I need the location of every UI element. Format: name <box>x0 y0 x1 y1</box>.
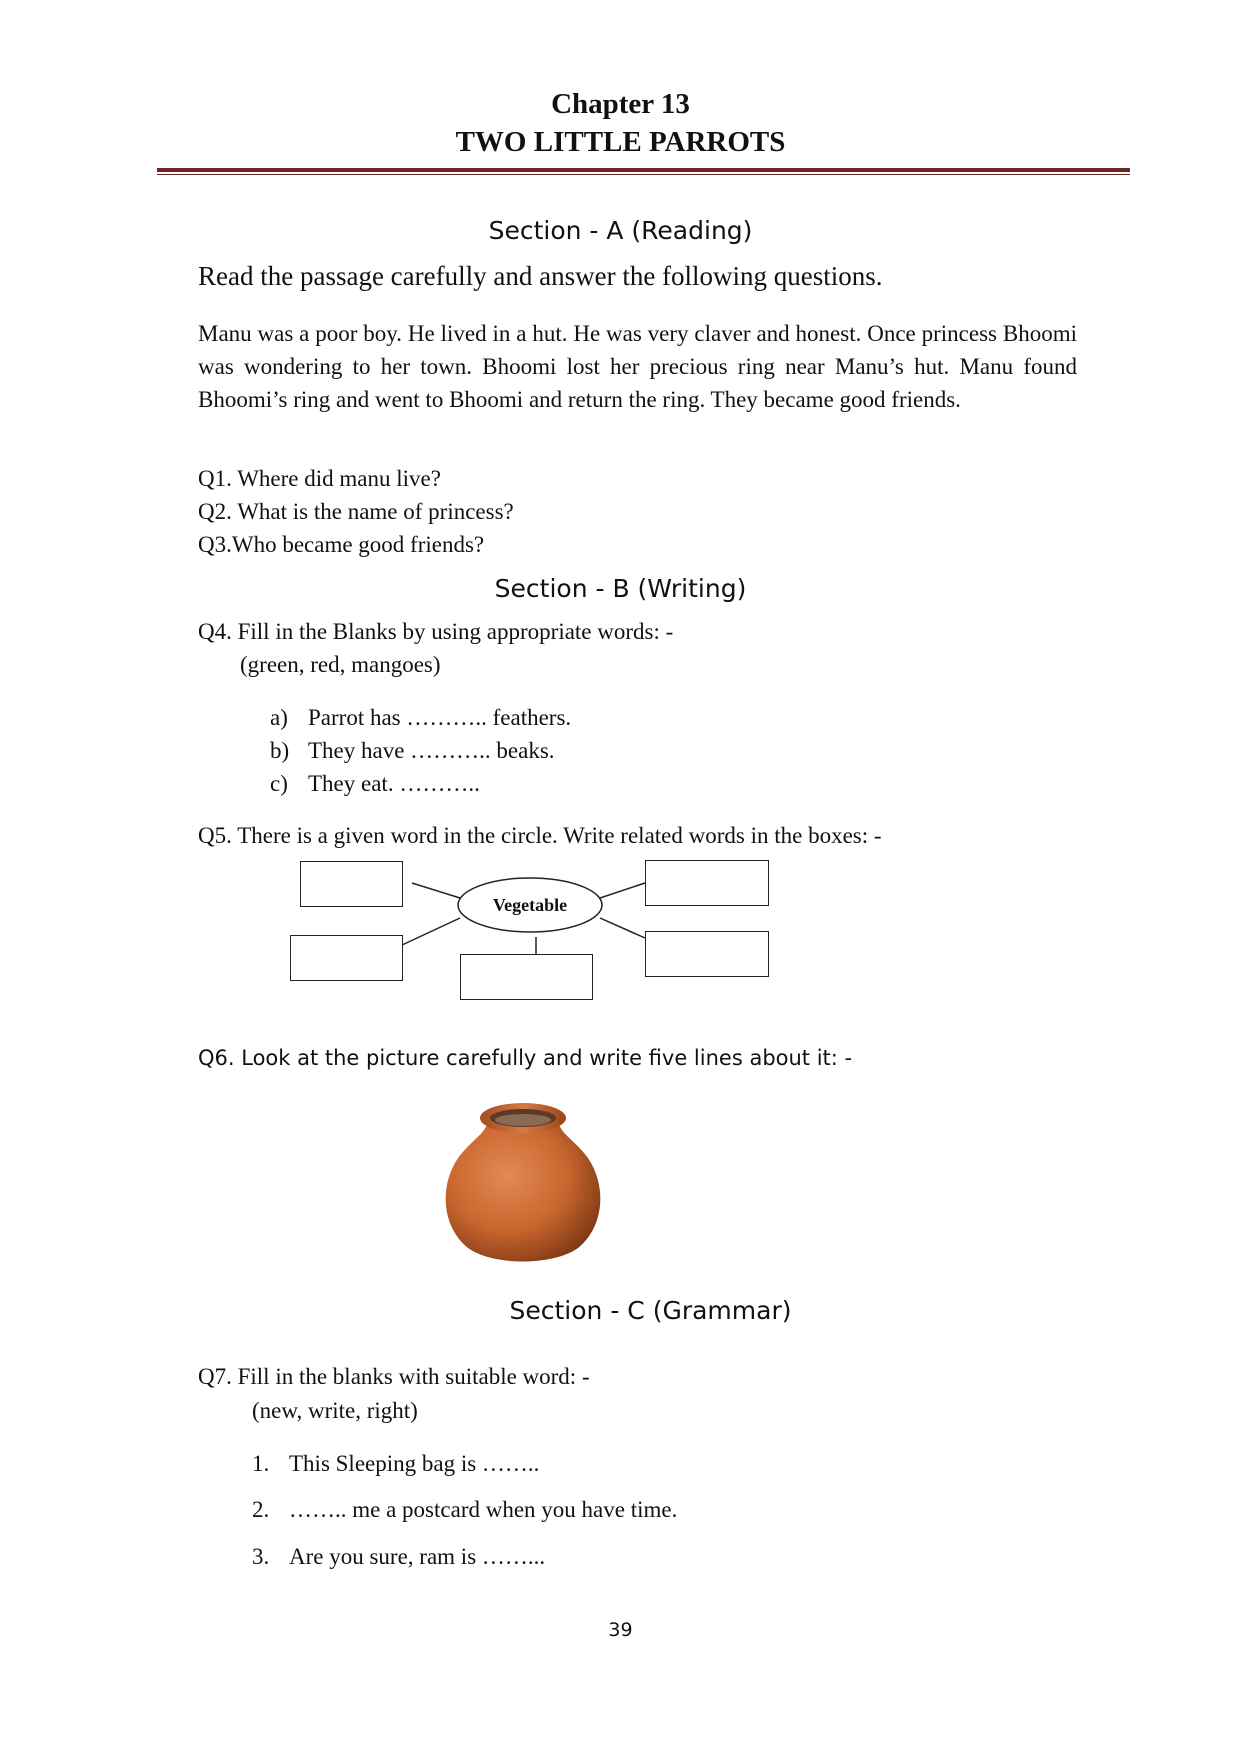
question-4: Q4. Fill in the Blanks by using appropriate words: - <box>198 619 674 644</box>
answer-box-top-left[interactable] <box>300 861 403 907</box>
question-5: Q5. There is a given word in the circle. Write related words in the boxes: - <box>198 823 882 848</box>
connector-line <box>412 883 460 898</box>
center-word: Vegetable <box>492 895 568 915</box>
list-text: They have ……….. beaks. <box>308 738 555 763</box>
section-a-heading: Section - A (Reading) <box>488 216 753 245</box>
question-4-options: (green, red, mangoes) <box>240 652 441 677</box>
title-divider-thin <box>157 174 1130 175</box>
question-7-options: (new, write, right) <box>252 1398 418 1423</box>
question-6: Q6. Look at the picture carefully and write five lines about it: - <box>198 1046 853 1070</box>
clay-pot-picture <box>438 1088 608 1268</box>
reading-passage: Manu was a poor boy. He lived in a hut. He was very claver and honest. Once princess Bhoomi was wondering to her town. Bhoomi lost her precious ring near Manu’s hut. Manu found Bhoomi’s ring and went to Bhoomi and return the ring. They became good friends. <box>198 321 1077 412</box>
question-7: Q7. Fill in the blanks with suitable word: - <box>198 1364 590 1389</box>
list-marker: c) <box>270 771 288 796</box>
chapter-title: TWO LITTLE PARROTS <box>455 126 786 158</box>
list-marker: b) <box>270 738 290 763</box>
chapter-number: Chapter 13 <box>551 88 690 120</box>
title-divider-thick <box>157 168 1130 172</box>
page-number: 39 <box>608 1619 633 1641</box>
section-b-heading: Section - B (Writing) <box>494 574 747 603</box>
list-marker: 3. <box>252 1544 270 1569</box>
pot-inner <box>495 1114 551 1126</box>
connector-line <box>402 918 460 945</box>
list-text: They eat. ……….. <box>308 771 480 796</box>
connector-line <box>600 918 645 938</box>
question-3: Q3.Who became good friends? <box>198 532 485 557</box>
list-text: This Sleeping bag is …….. <box>289 1451 540 1476</box>
list-text: Are you sure, ram is ……... <box>289 1544 546 1569</box>
section-c-heading: Section - C (Grammar) <box>509 1296 792 1325</box>
list-marker: 1. <box>252 1451 270 1476</box>
answer-box-top-right[interactable] <box>645 860 769 906</box>
pot-body <box>446 1118 601 1262</box>
reading-instruction: Read the passage carefully and answer the following questions. <box>198 261 883 291</box>
list-text: Parrot has ……….. feathers. <box>308 705 572 730</box>
answer-box-bottom-center[interactable] <box>460 954 593 1000</box>
question-2: Q2. What is the name of princess? <box>198 499 514 524</box>
answer-box-bottom-left[interactable] <box>290 935 403 981</box>
list-marker: a) <box>270 705 288 730</box>
list-text: …….. me a postcard when you have time. <box>289 1497 678 1522</box>
question-1: Q1. Where did manu live? <box>198 466 441 491</box>
connector-line <box>600 883 645 898</box>
answer-box-bottom-right[interactable] <box>645 931 769 977</box>
list-marker: 2. <box>252 1497 270 1522</box>
